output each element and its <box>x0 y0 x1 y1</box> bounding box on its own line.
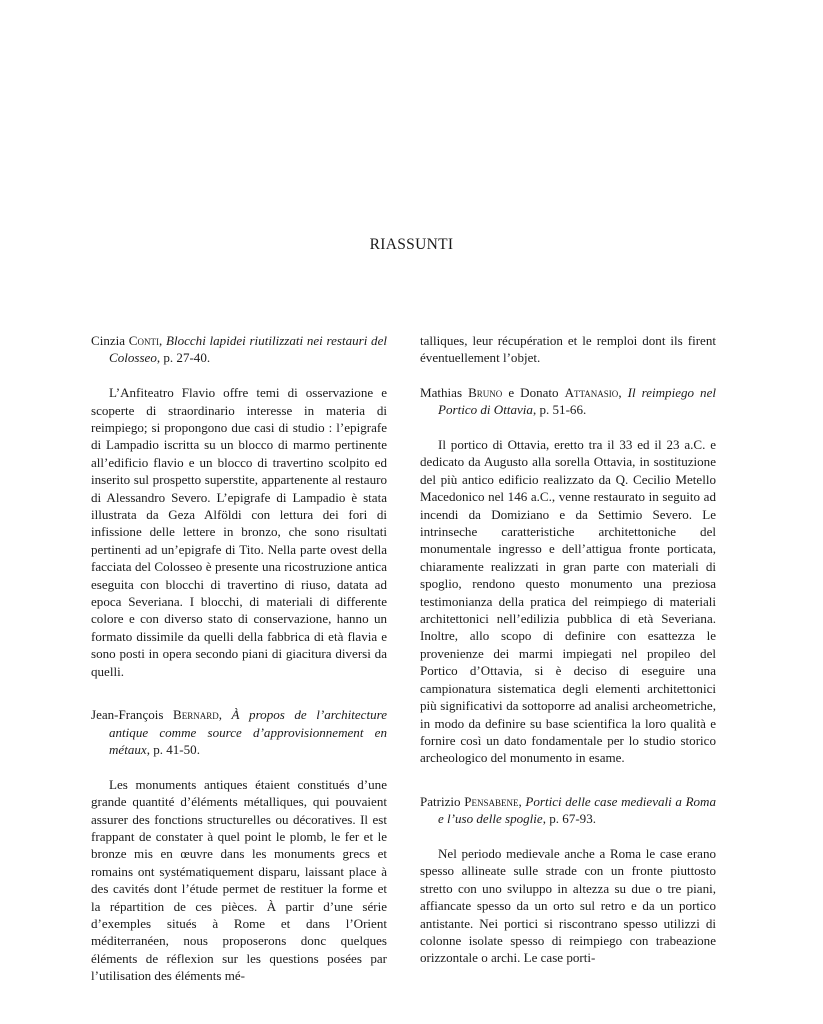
author-last-name: Bernard <box>173 707 219 723</box>
author-first-name: Mathias <box>420 384 463 400</box>
article-abstract: Nel periodo medievale anche a Roma le case erano spesso allineate sulle strade con un fronte piuttosto stretto con uno sviluppo in altezza su due o tre piani, affiancate spesso da un orto sul retro e da un portico antistante. Nei portici si riscontrano spesso utilizzi di colonne isolate spesso di reimpiego con trabeazione orizzontale o archi. Le case porti- <box>420 845 716 966</box>
article-pages: , p. 67-93. <box>542 811 596 827</box>
author-first-name: Cinzia <box>91 333 126 348</box>
right-column <box>420 332 716 967</box>
article-reference: Mathias Bruno e Donato Attanasio, Il reimpiego nel Portico di Ottavia, p. 51-66. <box>420 384 716 418</box>
author-last-name: Pensabene <box>464 793 519 809</box>
article-title: À propos de l’architecture antique comme source d’approvisionnement en métaux <box>109 707 387 757</box>
article-pages: , p. 27-40. <box>156 350 211 366</box>
article-title: Il reimpiego nel Portico di Ottavia <box>438 384 716 418</box>
author-first-name: Patrizio <box>420 793 461 809</box>
article-abstract: Il portico di Ottavia, eretto tra il 33 ed il 23 a.C. e dedicato da Augusto alla sorella Ottavia, in sostituzione del più antico edificio realizzato da Q. Cecilio Metello Macedonico nel 146 a.C., venne restaurato in seguito ad incendi da Domiziano e da Settimio Severo. Le intrinseche caratteristiche architettoniche del monumentale ingresso e dell’attigua fronte porticata, chiaramente realizzati in gran parte con materiali di spoglio, rendono questo monumento una preziosa testimonianza della pratica del reimpiego di materiali architettonici nell’edilizia pubblica di età Severiana. Inoltre, allo scopo di definire con esattezza le provenienze dei marmi impiegati nel propileo del Portico d’Ottavia, si è deciso di eseguire una campionatura sistematica degli elementi architettonici più significativi da sottoporre ad analisi archeometriche, in modo da definire su base scientifica la loro qualità e fornire così un dato fondamentale per lo studio storico archeologico del monumento in esame. <box>420 437 716 766</box>
author-last-name: Bruno <box>468 384 503 400</box>
left-column <box>91 332 387 985</box>
page-title: RIASSUNTI <box>369 236 454 253</box>
article-title: Portici delle case medievali a Roma e l’uso delle spoglie <box>438 793 717 827</box>
article-abstract: L’Anfiteatro Flavio offre temi di osservazione e scoperte di straordinario interesse in materia di reimpiego; si propongono due casi di studio : l’epigrafe di Lampadio iscritta su un blocco di marmo pertinente all’edificio flavio e un blocco di travertino scolpito ed inserito sul prospetto superstite, appartenente al restauro di Alessandro Severo. L’epigrafe di Lampadio è stata illustrata da Geza Alföldi con lettura dei fori di infissione delle lettere in bronzo, che sono risultati pertinenti ad un’epigrafe di Tito. Nella parte ovest della facciata del Colosseo è presente una ricostruzione antica eseguita con blocchi di travertino di riuso, datata ad epoca Severiana. I blocchi, di materiali di differente colore e con diverso stato di conservazione, hanno un formato dissimile da quelli della fabbrica di età flavia e sono posti in opera secondo piani di giacitura diversi da quelli. <box>91 385 387 679</box>
article-reference: Cinzia Conti, Blocchi lapidei riutilizzati nei restauri del Colosseo, p. 27-40. <box>91 333 387 366</box>
article-abstract: Les monuments antiques étaient constitués d’une grande quantité d’éléments métalliques, qui pouvaient assurer des fonctions structurelles ou décoratives. Il est frappant de constater à quel point le plomb, le fer et le bronze mis en œuvre dans les monuments grecs et romains ont systématiquement disparu, laissant place à des cavités dont l’étude permet de restituer la forme et la répartition de ces pièces. À partir d’une série d’exemples situés à Rome et dans l’Orient méditerranéen, nous proposerons donc quelques éléments de réflexion sur les questions posées par l’utilisation des éléments mé- <box>91 776 387 984</box>
author-connector: e Donato <box>502 384 565 400</box>
article-pages: , p. 41-50. <box>146 741 200 757</box>
author-last-name: Conti <box>128 333 159 348</box>
article-pages: , p. 51-66. <box>532 402 587 418</box>
article-reference: Patrizio Pensabene, Portici delle case medievali a Roma e l’uso delle spoglie, p. 67-93. <box>420 793 717 827</box>
author-last-name: Attanasio <box>564 384 619 400</box>
author-first-name: Jean-François <box>91 707 164 723</box>
article-title: Blocchi lapidei riutilizzati nei restauri del Colosseo <box>109 333 387 366</box>
article-reference: Jean-François Bernard, À propos de l’architecture antique comme source d’approvisionnement en métaux, p. 41-50. <box>91 707 387 757</box>
abstract-continuation: talliques, leur récupération et le remploi dont ils firent éventuellement l’objet. <box>420 333 716 366</box>
